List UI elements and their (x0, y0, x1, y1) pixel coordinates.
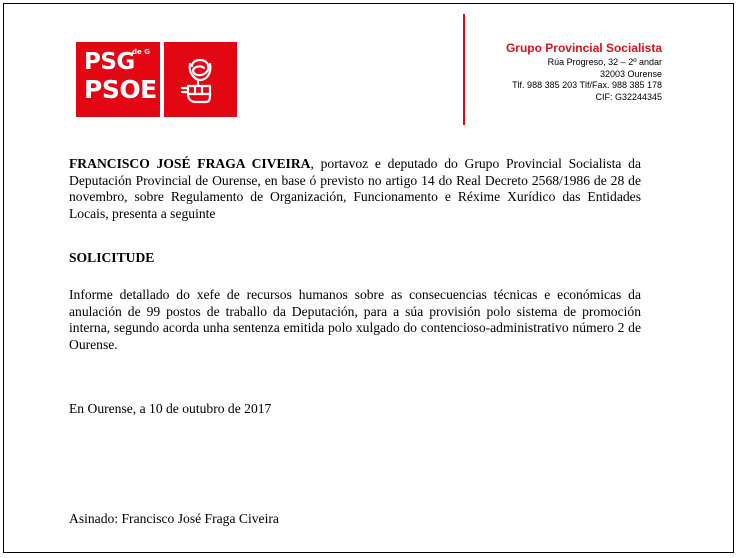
intro-text: , portavoz e deputado do Grupo Provincial Socialista da Deputación Provincial de Ourense, en base ó previsto no artigo 14 do Real Decreto 2568/1986 de 28 de novembro, sobre Regulamento de Organización, Funcionamento e Réxime Xurídico das Entidades Locais, presenta a seguinte (69, 156, 641, 222)
postal-line: 32003 Ourense (599, 68, 662, 79)
logo-psoe-text: PSOE (84, 75, 157, 104)
logo-superscript: de G (132, 48, 150, 56)
letterhead (506, 40, 662, 103)
request-paragraph: Informe detallado do xefe de recursos humanos sobre as consecuencias técnicas e económicas da anulación de 99 postos de traballo da Deputación, para a súa provisión polo sistema de promoción interna, segundo acorda unha sentenza emitida polo xulgado do contencioso-administrativo número 2 de Ourense. (69, 287, 641, 353)
author-name: FRANCISCO JOSÉ FRAGA CIVEIRA (69, 156, 311, 171)
cif-line: CIF: G32244345 (595, 91, 662, 102)
document-page (3, 3, 734, 553)
rose-in-fist-icon (176, 52, 224, 108)
party-logo (76, 42, 160, 117)
phone-line: Tlf. 988 385 203 Tlf/Fax. 988 385 178 (512, 80, 662, 91)
address-line: Rúa Progreso, 32 – 2º andar (547, 57, 662, 67)
intro-paragraph (69, 156, 641, 223)
rose-emblem (164, 42, 237, 117)
signature-line: Asinado: Francisco José Fraga Civeira (69, 511, 279, 526)
organization-name: Grupo Provincial Socialista (505, 41, 662, 55)
section-heading: SOLICITUDE (69, 250, 155, 265)
logo-psg-text: PSG (84, 49, 135, 75)
place-date: En Ourense, a 10 de outubro de 2017 (69, 401, 272, 416)
letterhead-divider (463, 14, 465, 125)
